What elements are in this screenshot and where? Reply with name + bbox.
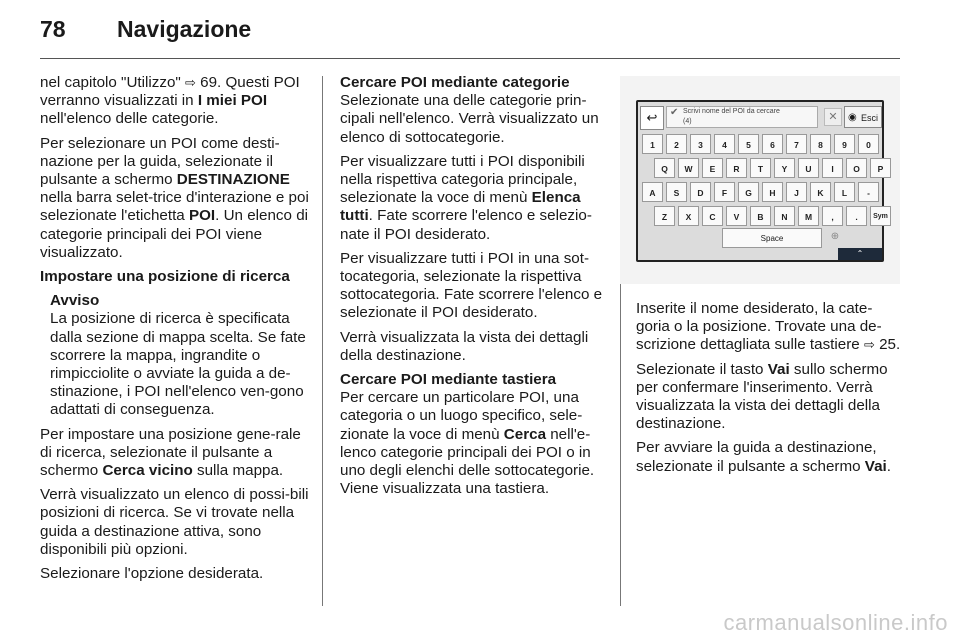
key[interactable]: 5 — [738, 134, 759, 154]
column-3 — [636, 300, 902, 482]
key[interactable]: , — [822, 206, 843, 226]
check-icon: ✔ — [670, 107, 679, 118]
paragraph: Selezionate il tasto Vai sullo schermo per confermare l'inserimento. Verrà visualizzata la vista dei dettagli della destinazione. — [636, 360, 888, 433]
space-key[interactable]: Space — [722, 228, 822, 248]
back-arrow-icon[interactable]: ↩ — [640, 106, 664, 130]
display-screen — [636, 100, 888, 262]
keyboard-screenshot — [620, 76, 900, 284]
column-1 — [40, 74, 312, 589]
clear-icon[interactable]: ✕ — [824, 108, 842, 126]
paragraph: Verrà visualizzata la vista dei dettagli della destinazione. — [340, 328, 589, 364]
key[interactable]: T — [750, 158, 771, 178]
paragraph: Per selezionare un POI come desti-nazione per la guida, selezionate il pulsante a schermo DESTINAZIONE nella barra selet-trice d'interazione e poi selezionate l'etichetta POI. Un elenco di categorie principali dei POI viene visualizzato. — [40, 134, 309, 261]
page-number: 78 — [40, 16, 66, 42]
symbol-key[interactable]: Sym — [870, 206, 891, 226]
paragraph: Per visualizzare tutti i POI in una sot-tocategoria, selezionate la rispettiva sottocategoria. Fate scorrere l'elenco e selezionate il POI desiderato. — [340, 249, 603, 322]
key[interactable]: 6 — [762, 134, 783, 154]
key[interactable]: 4 — [714, 134, 735, 154]
key[interactable]: U — [798, 158, 819, 178]
section-heading: Impostare una posizione di ricerca — [40, 268, 290, 286]
key[interactable]: A — [642, 182, 663, 202]
keyboard-topbar — [640, 104, 880, 130]
key[interactable]: M — [798, 206, 819, 226]
key[interactable]: G — [738, 182, 759, 202]
key[interactable]: - — [858, 182, 879, 202]
key[interactable]: Z — [654, 206, 675, 226]
key[interactable]: J — [786, 182, 807, 202]
key[interactable]: . — [846, 206, 867, 226]
arrow-ref-icon: ⇨ — [185, 75, 196, 90]
key[interactable]: Y — [774, 158, 795, 178]
keyboard-panel — [638, 102, 888, 260]
keyboard-row-z — [654, 206, 894, 228]
input-placeholder: Scrivi nome del POI da cercare — [683, 108, 780, 115]
key[interactable]: 1 — [642, 134, 663, 154]
key[interactable]: W — [678, 158, 699, 178]
key[interactable]: 7 — [786, 134, 807, 154]
column-2 — [340, 74, 606, 504]
key[interactable]: X — [678, 206, 699, 226]
note-text: La posizione di ricerca è specificata dalla sezione di mappa scelta. Se fate scorrere la mappa, ingrandite o rimpicciolite o avviate la guida a de-stinazione, i POI nell'elenco ven-gono adattati di conseguenza. — [50, 310, 306, 419]
watermark: carmanualsonline.info — [723, 610, 948, 635]
paragraph: Verrà visualizzato un elenco di possi-bili posizioni di ricerca. Se vi trovate nella guida a destinazione attiva, sono disponibili più opzioni. — [40, 486, 309, 558]
key[interactable]: 3 — [690, 134, 711, 154]
chevron-up-icon[interactable]: ⌃ — [838, 248, 882, 260]
key[interactable]: N — [774, 206, 795, 226]
note-title: Avviso — [50, 292, 100, 310]
section-heading: Cercare POI mediante tastiera — [340, 371, 557, 389]
page-title: Navigazione — [117, 16, 252, 42]
note-box — [40, 292, 312, 419]
key[interactable]: C — [702, 206, 723, 226]
paragraph: Selezionate una delle categorie prin-cipali nell'elenco. Verrà visualizzato un elenco di sottocategorie. — [340, 92, 599, 146]
header-rule — [40, 58, 900, 59]
key[interactable]: R — [726, 158, 747, 178]
globe-icon[interactable]: ⊕ — [830, 231, 840, 242]
paragraph: nel capitolo "Utilizzo" ⇨ 69. Questi POI verranno visualizzati in I miei POI nell'elenco delle categorie. — [40, 74, 300, 128]
key[interactable]: 2 — [666, 134, 687, 154]
paragraph: Per impostare una posizione gene-rale di ricerca, selezionate il pulsante a schermo Cerca vicino sulla mappa. — [40, 425, 301, 480]
key[interactable]: K — [810, 182, 831, 202]
key[interactable]: V — [726, 206, 747, 226]
keyboard-row-q — [654, 158, 894, 180]
search-input[interactable] — [666, 106, 818, 128]
paragraph: Per visualizzare tutti i POI disponibili nella rispettiva categoria principale, selezionate la voce di menù Elenca tutti. Fate scorrere l'elenco e selezio-nate il POI desiderato. — [340, 152, 592, 243]
key[interactable]: H — [762, 182, 783, 202]
paragraph: Per cercare un particolare POI, una categoria o un luogo specifico, sele-zionate la voce di menù Cerca nell'e-lenco categorie principali dei POI o in uno degli elenchi delle sottocategorie. Viene visualizzata una tastiera. — [340, 389, 595, 498]
key[interactable]: D — [690, 182, 711, 202]
paragraph: Per avviare la guida a destinazione, selezionate il pulsante a schermo Vai. — [636, 439, 891, 475]
key[interactable]: O — [846, 158, 867, 178]
key[interactable]: 0 — [858, 134, 879, 154]
keyboard-row-a — [642, 182, 882, 204]
paragraph: Selezionare l'opzione desiderata. — [40, 565, 264, 583]
key[interactable]: P — [870, 158, 891, 178]
key[interactable]: 9 — [834, 134, 855, 154]
keyboard-row-numbers — [642, 134, 882, 156]
section-heading: Cercare POI mediante categorie — [340, 74, 570, 91]
arrow-ref-icon: ⇨ — [863, 337, 875, 353]
exit-icon: ◉ — [848, 112, 857, 123]
key[interactable]: F — [714, 182, 735, 202]
key[interactable]: L — [834, 182, 855, 202]
column-divider — [322, 76, 323, 606]
key[interactable]: S — [666, 182, 687, 202]
key[interactable]: 8 — [810, 134, 831, 154]
input-sub: (4) — [683, 118, 692, 125]
key[interactable]: E — [702, 158, 723, 178]
key[interactable]: B — [750, 206, 771, 226]
esci-button[interactable]: ◉ Esci — [844, 106, 882, 128]
key[interactable]: I — [822, 158, 843, 178]
paragraph: Inserite il nome desiderato, la cate-goria o la posizione. Trovate una de-scrizione dettagliata sulle tastiere ⇨ 25. — [636, 300, 901, 354]
key[interactable]: Q — [654, 158, 675, 178]
